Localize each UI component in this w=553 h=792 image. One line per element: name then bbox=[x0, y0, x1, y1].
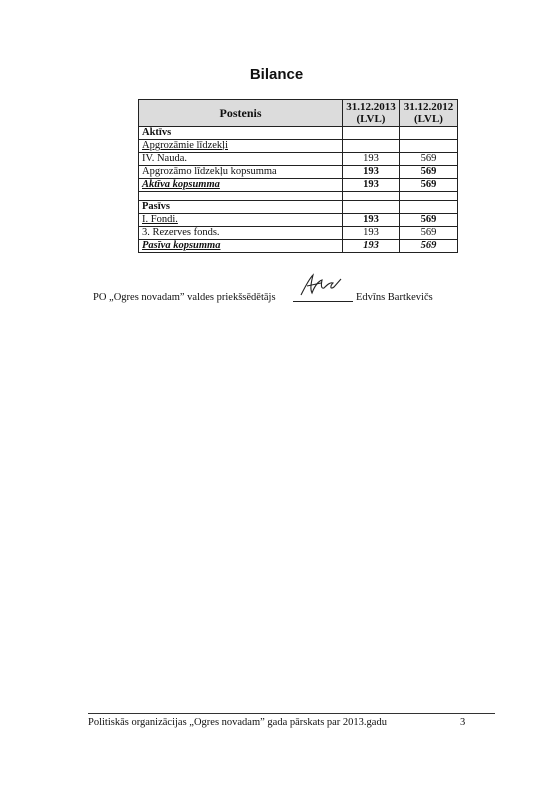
table-row bbox=[139, 166, 458, 179]
header-2012 bbox=[399, 100, 457, 127]
spacer-row bbox=[139, 192, 458, 201]
row-value-2012: 569 bbox=[399, 166, 457, 179]
total-pasivs-row bbox=[139, 240, 458, 253]
header-postenis: Postenis bbox=[139, 100, 343, 127]
row-label: IV. Nauda. bbox=[139, 153, 343, 166]
header-2013 bbox=[343, 100, 400, 127]
row-label: Apgrozāmo līdzekļu kopsumma bbox=[139, 166, 343, 179]
row-value-2013: 193 bbox=[343, 179, 400, 192]
signature-line bbox=[293, 277, 353, 302]
footer-divider bbox=[88, 713, 495, 714]
table-row bbox=[139, 214, 458, 227]
row-label: Apgrozāmie līdzekļi bbox=[139, 140, 343, 153]
footer-text: Politiskās organizācijas „Ogres novadam” gada pārskats par 2013.gadu bbox=[88, 717, 387, 728]
row-value-2012: 569 bbox=[399, 227, 457, 240]
row-label: 3. Rezerves fonds. bbox=[139, 227, 343, 240]
header-2013-date: 31.12.2013 bbox=[346, 101, 396, 113]
header-2012-unit: (LVL) bbox=[414, 113, 443, 125]
total-aktivs-row bbox=[139, 179, 458, 192]
header-2012-date: 31.12.2012 bbox=[403, 101, 454, 113]
row-value-2013: 193 bbox=[343, 240, 400, 253]
section-pasivs-heading: Pasīvs bbox=[139, 201, 343, 214]
header-2013-unit: (LVL) bbox=[356, 113, 386, 125]
row-value-2012: 569 bbox=[399, 214, 457, 227]
table-row bbox=[139, 153, 458, 166]
table-row bbox=[139, 227, 458, 240]
row-value-2013: 193 bbox=[343, 153, 400, 166]
document-title: Bilance bbox=[249, 66, 304, 83]
section-pasivs-row bbox=[139, 201, 458, 214]
row-value-2013: 193 bbox=[343, 227, 400, 240]
section-aktivs-heading: Aktīvs bbox=[139, 127, 343, 140]
row-value-2013: 193 bbox=[343, 214, 400, 227]
table-row bbox=[139, 140, 458, 153]
signatory-position: PO „Ogres novadam” valdes priekšsēdētājs bbox=[93, 292, 276, 303]
balance-table bbox=[138, 99, 458, 253]
row-value-2013: 193 bbox=[343, 166, 400, 179]
row-label: Pasīva kopsumma bbox=[139, 240, 343, 253]
table-header-row bbox=[139, 100, 458, 127]
row-value-2013 bbox=[343, 140, 400, 153]
row-value-2012: 569 bbox=[399, 153, 457, 166]
page-number: 3 bbox=[460, 717, 466, 728]
row-label: Aktīva kopsumma bbox=[139, 179, 343, 192]
section-aktivs-row bbox=[139, 127, 458, 140]
handwritten-signature bbox=[297, 273, 349, 299]
signatory-name: Edvīns Bartkevičs bbox=[356, 292, 433, 303]
row-value-2012: 569 bbox=[399, 179, 457, 192]
row-value-2012: 569 bbox=[399, 240, 457, 253]
row-value-2012 bbox=[399, 140, 457, 153]
row-label: I. Fondi. bbox=[139, 214, 343, 227]
